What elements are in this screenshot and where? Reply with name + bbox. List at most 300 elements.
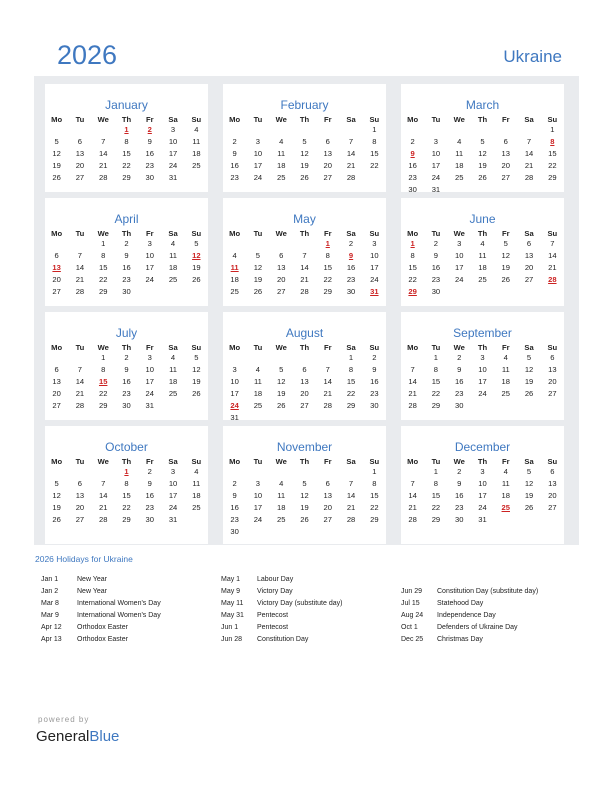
day-cell[interactable]: 9 — [433, 251, 439, 260]
day-cell[interactable]: 28 — [408, 515, 417, 524]
day-cell[interactable]: 2 — [232, 479, 237, 488]
day-cell[interactable]: 14 — [524, 149, 534, 158]
day-cell[interactable]: 8 — [433, 365, 439, 374]
day-cell[interactable]: 31 — [145, 401, 154, 410]
day-cell[interactable]: 18 — [192, 149, 201, 158]
day-cell[interactable]: 20 — [501, 161, 510, 170]
day-cell[interactable]: 5 — [279, 365, 284, 374]
day-cell[interactable]: 23 — [122, 275, 131, 284]
day-cell[interactable]: 8 — [372, 479, 377, 488]
day-cell[interactable]: 8 — [101, 251, 106, 260]
day-cell[interactable]: 27 — [548, 503, 557, 512]
day-cell[interactable]: 11 — [501, 479, 510, 488]
day-cell[interactable]: 19 — [276, 389, 286, 398]
day-cell[interactable]: 29 — [98, 401, 108, 410]
day-cell[interactable]: 29 — [323, 287, 332, 296]
day-cell[interactable]: 17 — [370, 263, 379, 272]
day-cell[interactable]: 29 — [122, 173, 131, 182]
day-cell[interactable]: 1 — [372, 125, 377, 134]
holiday-day-cell[interactable]: 25 — [501, 503, 510, 512]
day-cell[interactable]: 7 — [77, 251, 83, 260]
day-cell[interactable]: 14 — [323, 377, 332, 386]
day-cell[interactable]: 21 — [75, 275, 85, 284]
day-cell[interactable]: 11 — [501, 365, 510, 374]
day-cell[interactable]: 12 — [524, 365, 534, 374]
day-cell[interactable]: 12 — [52, 149, 61, 158]
day-cell[interactable]: 11 — [478, 251, 487, 260]
day-cell[interactable]: 19 — [52, 503, 61, 512]
day-cell[interactable]: 8 — [372, 137, 377, 146]
day-cell[interactable]: 26 — [524, 503, 534, 512]
day-cell[interactable]: 17 — [478, 491, 487, 500]
day-cell[interactable]: 10 — [454, 251, 464, 260]
day-cell[interactable]: 14 — [408, 491, 417, 500]
day-cell[interactable]: 27 — [276, 287, 286, 296]
day-cell[interactable]: 5 — [255, 251, 261, 260]
day-cell[interactable]: 15 — [98, 263, 108, 272]
day-cell[interactable]: 20 — [548, 491, 557, 500]
day-cell[interactable]: 24 — [168, 503, 178, 512]
day-cell[interactable]: 30 — [408, 185, 417, 194]
day-cell[interactable]: 15 — [122, 149, 131, 158]
day-cell[interactable]: 29 — [431, 515, 441, 524]
day-cell[interactable]: 17 — [145, 263, 154, 272]
day-cell[interactable]: 9 — [232, 491, 237, 500]
day-cell[interactable]: 25 — [168, 389, 178, 398]
day-cell[interactable]: 22 — [431, 503, 441, 512]
day-cell[interactable]: 28 — [300, 287, 309, 296]
day-cell[interactable]: 20 — [52, 275, 61, 284]
day-cell[interactable]: 18 — [192, 491, 201, 500]
day-cell[interactable]: 2 — [232, 137, 237, 146]
day-cell[interactable]: 25 — [454, 173, 464, 182]
day-cell[interactable]: 11 — [169, 251, 177, 260]
day-cell[interactable]: 23 — [431, 275, 441, 284]
day-cell[interactable]: 26 — [478, 173, 487, 182]
day-cell[interactable]: 24 — [168, 161, 178, 170]
day-cell[interactable]: 7 — [325, 365, 330, 374]
day-cell[interactable]: 15 — [323, 263, 332, 272]
day-cell[interactable]: 1 — [101, 239, 106, 248]
day-cell[interactable]: 3 — [147, 353, 152, 362]
day-cell[interactable]: 1 — [348, 353, 354, 362]
day-cell[interactable]: 20 — [323, 503, 332, 512]
day-cell[interactable]: 4 — [194, 125, 199, 134]
day-cell[interactable]: 9 — [147, 479, 152, 488]
day-cell[interactable]: 1 — [433, 353, 439, 362]
day-cell[interactable]: 19 — [501, 263, 510, 272]
day-cell[interactable]: 23 — [122, 389, 131, 398]
day-cell[interactable]: 19 — [524, 377, 534, 386]
holiday-day-cell[interactable]: 1 — [325, 239, 330, 248]
holiday-day-cell[interactable]: 28 — [548, 275, 557, 284]
day-cell[interactable]: 12 — [524, 479, 534, 488]
day-cell[interactable]: 7 — [101, 137, 106, 146]
holiday-day-cell[interactable]: 8 — [550, 137, 555, 146]
day-cell[interactable]: 9 — [232, 149, 237, 158]
day-cell[interactable]: 3 — [480, 353, 485, 362]
day-cell[interactable]: 14 — [98, 149, 108, 158]
day-cell[interactable]: 27 — [323, 173, 332, 182]
day-cell[interactable]: 27 — [52, 287, 61, 296]
day-cell[interactable]: 16 — [408, 161, 417, 170]
day-cell[interactable]: 10 — [230, 377, 239, 386]
day-cell[interactable]: 4 — [457, 137, 462, 146]
day-cell[interactable]: 17 — [145, 377, 154, 386]
day-cell[interactable]: 7 — [526, 137, 532, 146]
day-cell[interactable]: 8 — [410, 251, 415, 260]
day-cell[interactable]: 15 — [431, 377, 441, 386]
day-cell[interactable]: 20 — [75, 503, 85, 512]
day-cell[interactable]: 11 — [455, 149, 464, 158]
day-cell[interactable]: 16 — [230, 503, 239, 512]
day-cell[interactable]: 12 — [52, 491, 61, 500]
day-cell[interactable]: 18 — [253, 389, 263, 398]
day-cell[interactable]: 21 — [75, 389, 85, 398]
day-cell[interactable]: 5 — [302, 137, 307, 146]
day-cell[interactable]: 1 — [433, 467, 439, 476]
holiday-day-cell[interactable]: 13 — [52, 263, 61, 272]
day-cell[interactable]: 18 — [276, 161, 286, 170]
day-cell[interactable]: 26 — [253, 287, 263, 296]
day-cell[interactable]: 25 — [478, 275, 487, 284]
day-cell[interactable]: 30 — [346, 287, 356, 296]
holiday-day-cell[interactable]: 1 — [124, 125, 129, 134]
day-cell[interactable]: 8 — [101, 365, 106, 374]
day-cell[interactable]: 5 — [54, 479, 59, 488]
day-cell[interactable]: 8 — [433, 479, 439, 488]
holiday-day-cell[interactable]: 24 — [230, 401, 239, 410]
day-cell[interactable]: 4 — [255, 365, 261, 374]
holiday-day-cell[interactable]: 9 — [410, 149, 415, 158]
day-cell[interactable]: 12 — [478, 149, 487, 158]
day-cell[interactable]: 20 — [524, 263, 534, 272]
day-cell[interactable]: 5 — [503, 239, 508, 248]
day-cell[interactable]: 7 — [101, 479, 106, 488]
day-cell[interactable]: 27 — [501, 173, 510, 182]
day-cell[interactable]: 5 — [194, 353, 199, 362]
day-cell[interactable]: 3 — [433, 137, 439, 146]
day-cell[interactable]: 27 — [300, 401, 309, 410]
day-cell[interactable]: 12 — [253, 263, 263, 272]
day-cell[interactable]: 9 — [457, 365, 462, 374]
day-cell[interactable]: 7 — [348, 479, 354, 488]
brand-logo[interactable] — [36, 728, 119, 745]
day-cell[interactable]: 3 — [232, 365, 237, 374]
day-cell[interactable]: 23 — [370, 389, 379, 398]
day-cell[interactable]: 18 — [168, 263, 178, 272]
day-cell[interactable]: 16 — [370, 377, 379, 386]
day-cell[interactable]: 4 — [480, 239, 485, 248]
day-cell[interactable]: 26 — [501, 275, 510, 284]
day-cell[interactable]: 30 — [145, 515, 154, 524]
day-cell[interactable]: 14 — [548, 251, 557, 260]
day-cell[interactable]: 17 — [253, 161, 263, 170]
day-cell[interactable]: 15 — [346, 377, 356, 386]
day-cell[interactable]: 7 — [348, 137, 354, 146]
day-cell[interactable]: 26 — [192, 389, 201, 398]
day-cell[interactable]: 4 — [170, 239, 176, 248]
day-cell[interactable]: 15 — [122, 491, 131, 500]
day-cell[interactable]: 21 — [408, 503, 417, 512]
day-cell[interactable]: 7 — [550, 239, 555, 248]
day-cell[interactable]: 10 — [478, 365, 487, 374]
holiday-day-cell[interactable]: 1 — [410, 239, 415, 248]
day-cell[interactable]: 30 — [122, 287, 131, 296]
day-cell[interactable]: 27 — [548, 389, 557, 398]
day-cell[interactable]: 13 — [548, 479, 557, 488]
day-cell[interactable]: 28 — [75, 401, 85, 410]
day-cell[interactable]: 24 — [478, 389, 487, 398]
day-cell[interactable]: 17 — [168, 491, 178, 500]
day-cell[interactable]: 13 — [276, 263, 286, 272]
day-cell[interactable]: 7 — [77, 365, 83, 374]
day-cell[interactable]: 28 — [323, 401, 332, 410]
day-cell[interactable]: 11 — [277, 491, 286, 500]
day-cell[interactable]: 8 — [124, 137, 129, 146]
day-cell[interactable]: 28 — [346, 173, 356, 182]
day-cell[interactable]: 15 — [408, 263, 417, 272]
day-cell[interactable]: 24 — [454, 275, 464, 284]
day-cell[interactable]: 2 — [124, 239, 129, 248]
day-cell[interactable]: 9 — [124, 365, 129, 374]
day-cell[interactable]: 26 — [524, 389, 534, 398]
day-cell[interactable]: 25 — [276, 515, 286, 524]
day-cell[interactable]: 25 — [501, 389, 510, 398]
day-cell[interactable]: 6 — [325, 479, 330, 488]
day-cell[interactable]: 6 — [54, 251, 59, 260]
day-cell[interactable]: 10 — [253, 491, 263, 500]
day-cell[interactable]: 24 — [145, 275, 154, 284]
day-cell[interactable]: 9 — [147, 137, 152, 146]
day-cell[interactable]: 30 — [370, 401, 379, 410]
day-cell[interactable]: 7 — [302, 251, 307, 260]
day-cell[interactable]: 27 — [323, 515, 332, 524]
day-cell[interactable]: 18 — [501, 491, 510, 500]
day-cell[interactable]: 22 — [370, 161, 379, 170]
holiday-day-cell[interactable]: 29 — [408, 287, 417, 296]
day-cell[interactable]: 3 — [457, 239, 462, 248]
day-cell[interactable]: 23 — [408, 173, 417, 182]
holiday-day-cell[interactable]: 1 — [124, 467, 129, 476]
day-cell[interactable]: 16 — [145, 149, 154, 158]
day-cell[interactable]: 13 — [501, 149, 510, 158]
holiday-day-cell[interactable]: 15 — [98, 377, 108, 386]
day-cell[interactable]: 3 — [255, 479, 261, 488]
day-cell[interactable]: 17 — [168, 149, 178, 158]
day-cell[interactable]: 30 — [230, 527, 239, 536]
day-cell[interactable]: 26 — [192, 275, 201, 284]
day-cell[interactable]: 22 — [346, 389, 356, 398]
day-cell[interactable]: 14 — [98, 491, 108, 500]
day-cell[interactable]: 28 — [75, 287, 85, 296]
day-cell[interactable]: 9 — [372, 365, 377, 374]
day-cell[interactable]: 12 — [300, 491, 309, 500]
day-cell[interactable]: 23 — [145, 503, 154, 512]
day-cell[interactable]: 31 — [230, 413, 239, 422]
day-cell[interactable]: 26 — [276, 401, 286, 410]
day-cell[interactable]: 6 — [526, 239, 532, 248]
day-cell[interactable]: 26 — [52, 173, 61, 182]
holiday-day-cell[interactable]: 2 — [147, 125, 152, 134]
day-cell[interactable]: 11 — [253, 377, 262, 386]
day-cell[interactable]: 7 — [410, 365, 415, 374]
day-cell[interactable]: 30 — [145, 173, 154, 182]
day-cell[interactable]: 19 — [192, 377, 201, 386]
day-cell[interactable]: 10 — [370, 251, 379, 260]
day-cell[interactable]: 12 — [501, 251, 510, 260]
day-cell[interactable]: 25 — [276, 173, 286, 182]
day-cell[interactable]: 1 — [101, 353, 106, 362]
day-cell[interactable]: 26 — [300, 173, 309, 182]
day-cell[interactable]: 20 — [323, 161, 332, 170]
day-cell[interactable]: 15 — [548, 149, 557, 158]
day-cell[interactable]: 29 — [98, 287, 108, 296]
day-cell[interactable]: 12 — [192, 365, 201, 374]
holiday-day-cell[interactable]: 12 — [192, 251, 201, 260]
day-cell[interactable]: 28 — [346, 515, 356, 524]
day-cell[interactable]: 23 — [346, 275, 356, 284]
day-cell[interactable]: 23 — [230, 173, 239, 182]
day-cell[interactable]: 4 — [232, 251, 237, 260]
day-cell[interactable]: 16 — [122, 263, 131, 272]
day-cell[interactable]: 16 — [145, 491, 154, 500]
day-cell[interactable]: 15 — [370, 149, 379, 158]
day-cell[interactable]: 11 — [277, 149, 286, 158]
day-cell[interactable]: 25 — [192, 503, 201, 512]
day-cell[interactable]: 5 — [54, 137, 59, 146]
day-cell[interactable]: 3 — [170, 467, 176, 476]
day-cell[interactable]: 29 — [548, 173, 557, 182]
day-cell[interactable]: 28 — [98, 515, 108, 524]
day-cell[interactable]: 3 — [147, 239, 152, 248]
day-cell[interactable]: 30 — [431, 287, 441, 296]
day-cell[interactable]: 10 — [168, 479, 178, 488]
day-cell[interactable]: 25 — [230, 287, 239, 296]
day-cell[interactable]: 29 — [346, 401, 356, 410]
day-cell[interactable]: 14 — [75, 377, 85, 386]
day-cell[interactable]: 29 — [122, 515, 131, 524]
day-cell[interactable]: 13 — [323, 149, 332, 158]
day-cell[interactable]: 27 — [75, 515, 85, 524]
day-cell[interactable]: 18 — [168, 377, 178, 386]
day-cell[interactable]: 22 — [98, 275, 108, 284]
day-cell[interactable]: 11 — [169, 365, 177, 374]
day-cell[interactable]: 3 — [372, 239, 377, 248]
day-cell[interactable]: 10 — [168, 137, 178, 146]
day-cell[interactable]: 16 — [122, 377, 131, 386]
day-cell[interactable]: 5 — [194, 239, 199, 248]
day-cell[interactable]: 6 — [550, 467, 555, 476]
day-cell[interactable]: 15 — [431, 491, 441, 500]
holiday-day-cell[interactable]: 31 — [370, 287, 379, 296]
day-cell[interactable]: 8 — [348, 365, 354, 374]
day-cell[interactable]: 14 — [408, 377, 417, 386]
day-cell[interactable]: 12 — [276, 377, 286, 386]
day-cell[interactable]: 24 — [478, 503, 487, 512]
day-cell[interactable]: 10 — [145, 251, 154, 260]
day-cell[interactable]: 31 — [478, 515, 487, 524]
holiday-day-cell[interactable]: 9 — [348, 251, 354, 260]
day-cell[interactable]: 16 — [431, 263, 441, 272]
day-cell[interactable]: 2 — [372, 353, 377, 362]
day-cell[interactable]: 4 — [279, 137, 284, 146]
day-cell[interactable]: 4 — [503, 467, 508, 476]
day-cell[interactable]: 24 — [370, 275, 379, 284]
day-cell[interactable]: 21 — [524, 161, 534, 170]
day-cell[interactable]: 22 — [122, 161, 131, 170]
day-cell[interactable]: 18 — [276, 503, 286, 512]
day-cell[interactable]: 22 — [122, 503, 131, 512]
day-cell[interactable]: 16 — [346, 263, 356, 272]
day-cell[interactable]: 5 — [526, 353, 532, 362]
day-cell[interactable]: 6 — [279, 251, 284, 260]
day-cell[interactable]: 3 — [480, 467, 485, 476]
day-cell[interactable]: 13 — [524, 251, 534, 260]
day-cell[interactable]: 20 — [300, 389, 309, 398]
day-cell[interactable]: 26 — [52, 515, 61, 524]
day-cell[interactable]: 21 — [98, 161, 108, 170]
day-cell[interactable]: 28 — [98, 173, 108, 182]
day-cell[interactable]: 7 — [410, 479, 415, 488]
day-cell[interactable]: 2 — [147, 467, 152, 476]
day-cell[interactable]: 6 — [302, 365, 307, 374]
day-cell[interactable]: 24 — [253, 515, 263, 524]
day-cell[interactable]: 17 — [454, 263, 464, 272]
day-cell[interactable]: 19 — [300, 161, 309, 170]
day-cell[interactable]: 17 — [253, 503, 263, 512]
day-cell[interactable]: 28 — [408, 401, 417, 410]
day-cell[interactable]: 17 — [431, 161, 441, 170]
day-cell[interactable]: 9 — [124, 251, 129, 260]
day-cell[interactable]: 20 — [548, 377, 557, 386]
holiday-day-cell[interactable]: 11 — [230, 263, 239, 272]
day-cell[interactable]: 19 — [524, 491, 534, 500]
day-cell[interactable]: 14 — [346, 491, 356, 500]
day-cell[interactable]: 2 — [124, 353, 129, 362]
day-cell[interactable]: 21 — [98, 503, 108, 512]
day-cell[interactable]: 14 — [300, 263, 309, 272]
day-cell[interactable]: 30 — [122, 401, 131, 410]
day-cell[interactable]: 2 — [457, 353, 462, 362]
day-cell[interactable]: 11 — [192, 137, 201, 146]
day-cell[interactable]: 14 — [346, 149, 356, 158]
day-cell[interactable]: 17 — [230, 389, 239, 398]
day-cell[interactable]: 10 — [253, 149, 263, 158]
day-cell[interactable]: 6 — [503, 137, 508, 146]
day-cell[interactable]: 30 — [454, 515, 464, 524]
day-cell[interactable]: 1 — [550, 125, 555, 134]
day-cell[interactable]: 4 — [194, 467, 199, 476]
day-cell[interactable]: 31 — [431, 185, 441, 194]
day-cell[interactable]: 2 — [457, 467, 462, 476]
day-cell[interactable]: 26 — [300, 515, 309, 524]
day-cell[interactable]: 17 — [478, 377, 487, 386]
day-cell[interactable]: 2 — [410, 137, 415, 146]
day-cell[interactable]: 31 — [168, 173, 178, 182]
day-cell[interactable]: 18 — [454, 161, 464, 170]
day-cell[interactable]: 10 — [145, 365, 154, 374]
day-cell[interactable]: 22 — [431, 389, 441, 398]
day-cell[interactable]: 18 — [478, 263, 487, 272]
day-cell[interactable]: 18 — [230, 275, 239, 284]
day-cell[interactable]: 13 — [300, 377, 309, 386]
day-cell[interactable]: 16 — [454, 377, 464, 386]
day-cell[interactable]: 23 — [230, 515, 239, 524]
day-cell[interactable]: 13 — [75, 491, 85, 500]
day-cell[interactable]: 6 — [54, 365, 59, 374]
day-cell[interactable]: 30 — [454, 401, 464, 410]
